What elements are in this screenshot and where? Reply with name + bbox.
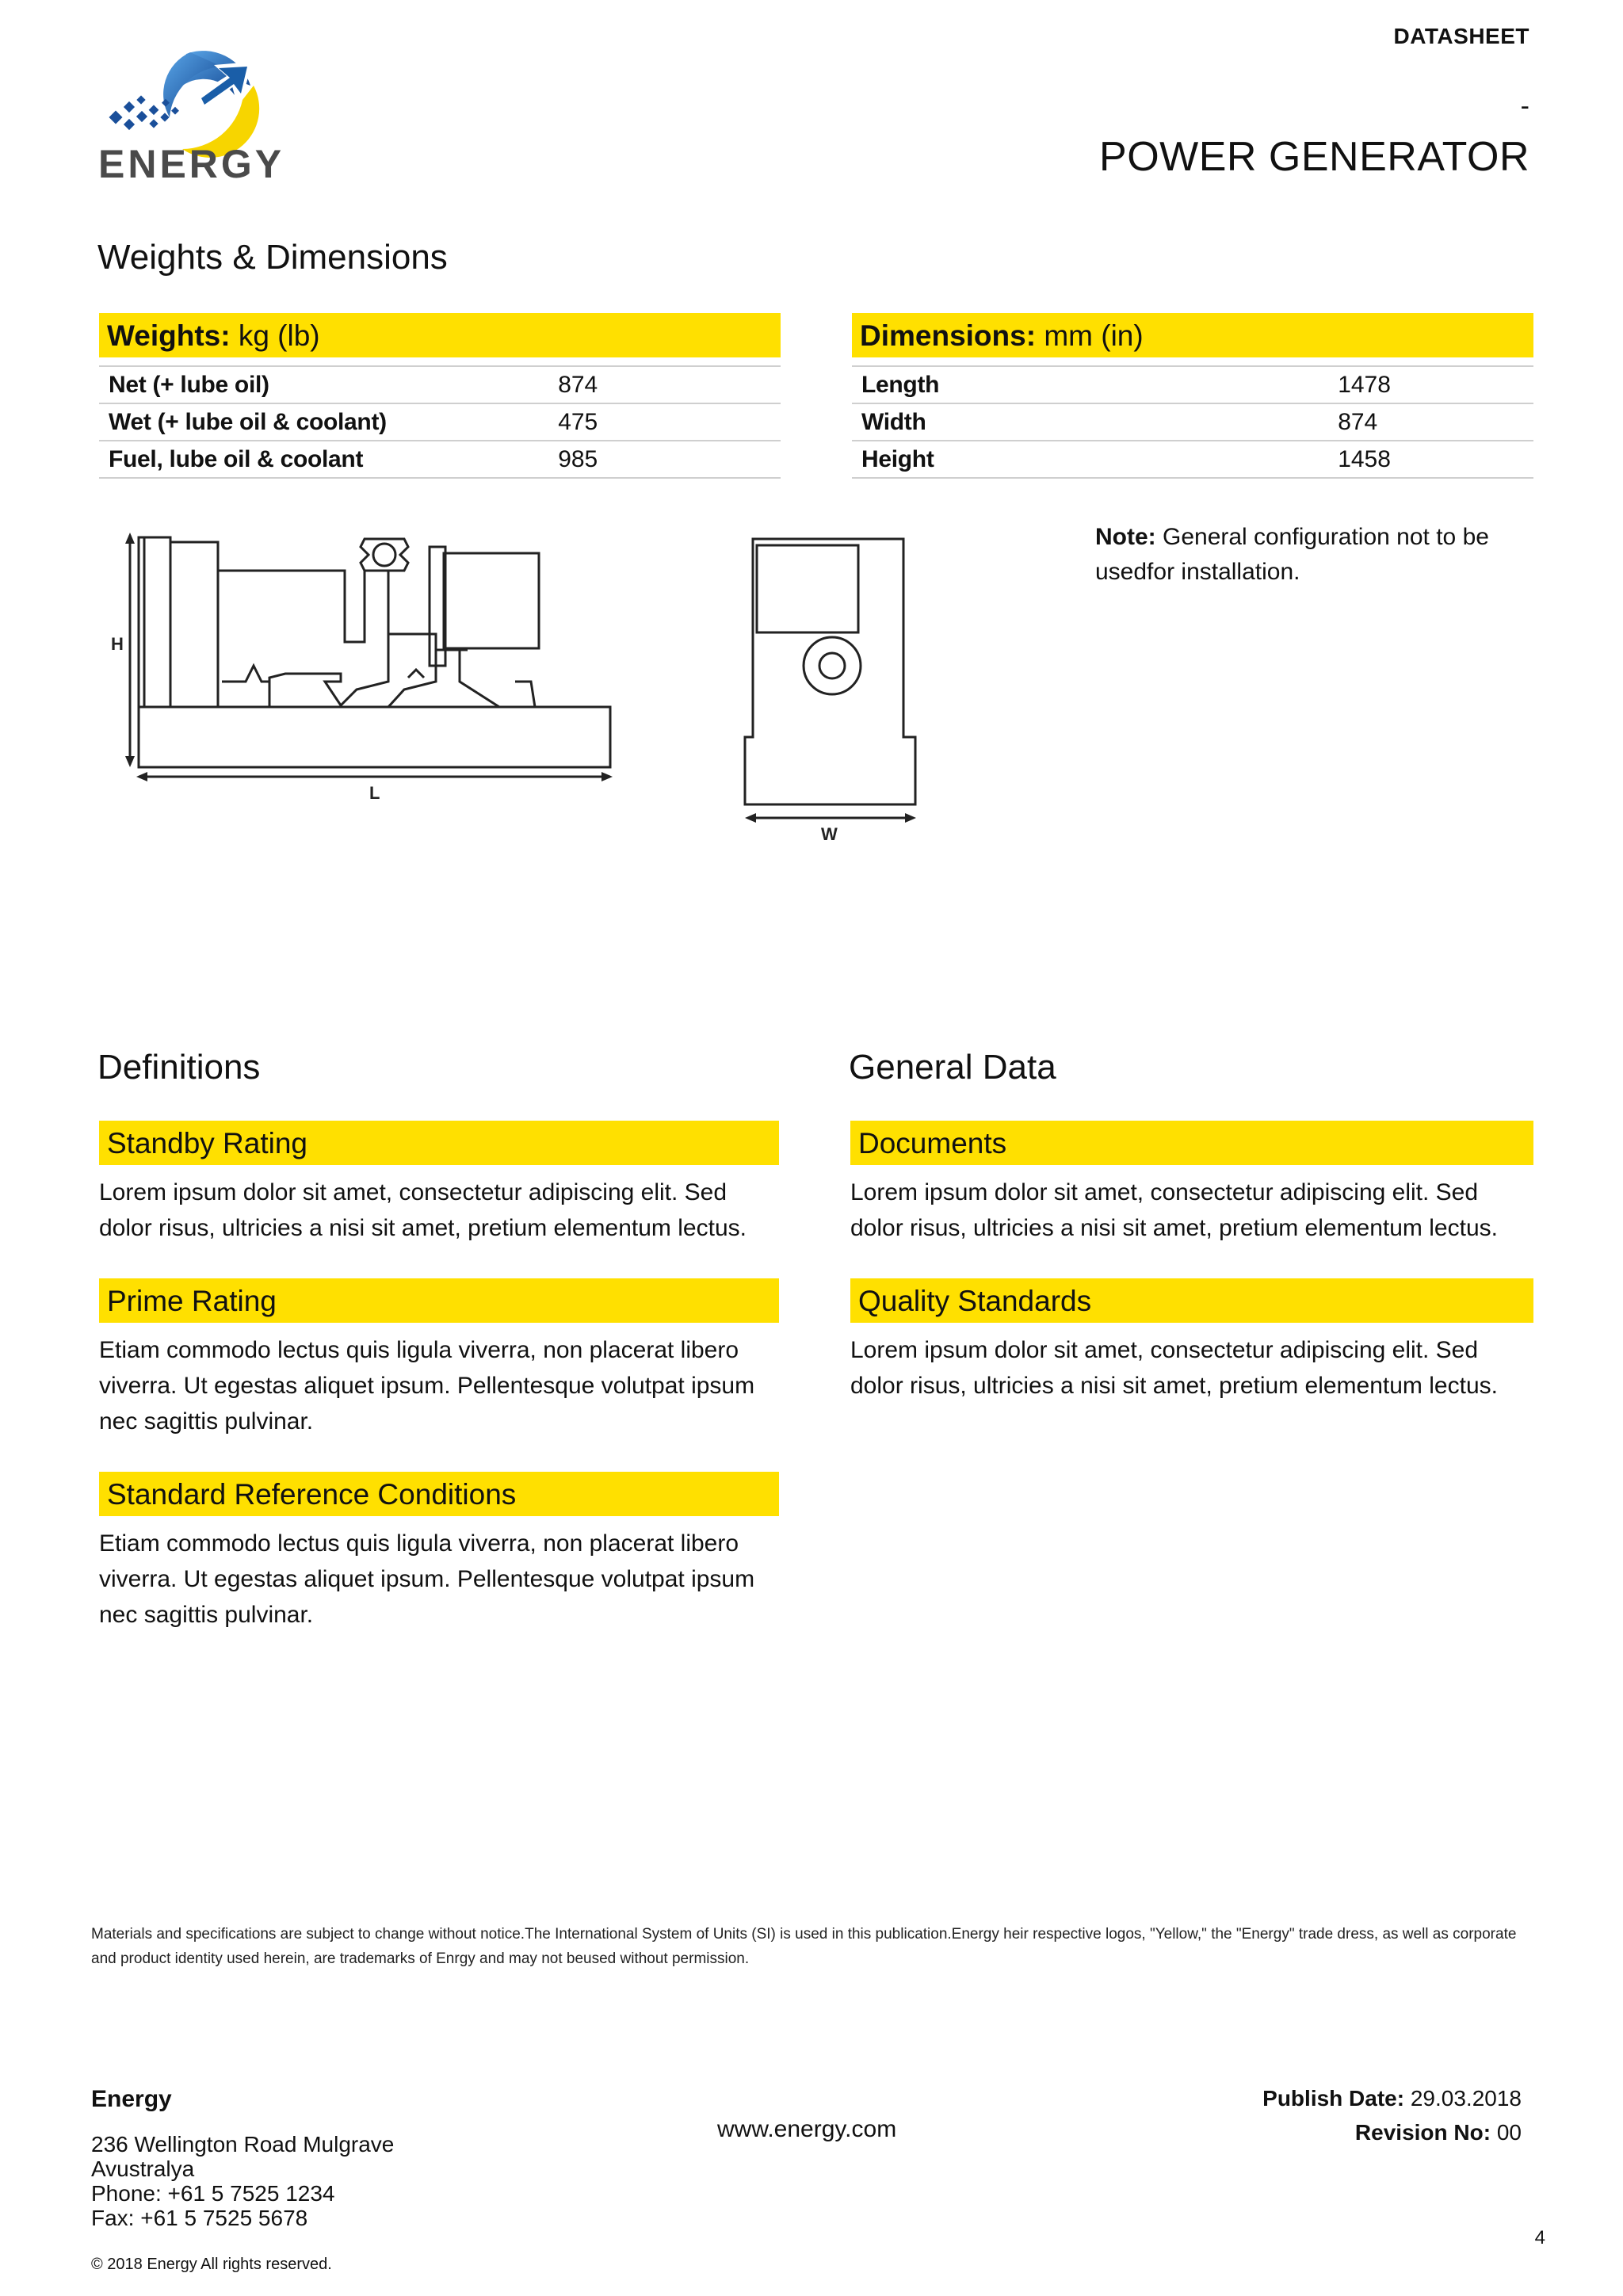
weights-row-value: 475 [521,403,781,441]
footer-revision-number [1189,2120,1522,2145]
table-row [99,366,781,403]
general-data-title: Documents [850,1121,1533,1165]
revision-value: 00 [1491,2120,1522,2145]
drawing-label-h: H [111,634,124,654]
drawing-label-w: W [821,824,838,840]
table-row [852,403,1533,441]
note-label: Note: [1095,524,1156,550]
footer-address [91,2132,394,2230]
dimensions-row-label: Height [852,441,1274,478]
dimensions-title: Dimensions: [860,319,1037,352]
definition-title: Standby Rating [99,1121,779,1165]
drawing-label-l: L [369,783,380,803]
dimensions-unit: mm (in) [1036,319,1144,352]
weights-title: Weights: [107,319,231,352]
publish-date-value: 29.03.2018 [1404,2086,1522,2111]
note-text: General configuration not to be usedfor installation. [1095,524,1489,585]
section-heading-definitions: Definitions [97,1048,261,1087]
generator-side-view-drawing [103,523,626,808]
general-data-text: Lorem ipsum dolor sit amet, consectetur adipiscing elit. Sed dolor risus, ultricies a nisi sit amet, pretium elementum lectus. [850,1337,1498,1399]
datasheet-label: DATASHEET [1393,24,1529,48]
disclaimer-text: Materials and specifications are subject to change without notice.The International System of Units (SI) is used in this publication.Energy heir respective logos, "Yellow," the "Energy" trade dress, as well as corporate and product identity used herein, are trademarks of Enrgy and may not beused without permission. [91,1926,1517,1967]
copyright-text: © 2018 Energy All rights reserved. [91,2256,332,2273]
definition-text: Lorem ipsum dolor sit amet, consectetur adipiscing elit. Sed dolor risus, ultricies a nisi sit amet, pretium elementum lectus. [99,1179,747,1241]
revision-label: Revision No: [1354,2120,1491,2145]
general-data-quality-standards [850,1278,1533,1404]
table-row [852,366,1533,403]
weights-unit: kg (lb) [230,319,320,352]
dimensions-row-value: 1458 [1274,441,1533,478]
dimensions-rows [852,365,1533,479]
weights-row-label: Net (+ lube oil) [99,366,521,403]
definition-text: Etiam commodo lectus quis ligula viverra, non placerat libero viverra. Ut egestas aliquet ipsum. Pellentesque volutpat ipsum nec sagittis pulvinar. [99,1530,755,1628]
header-dash: - [1520,91,1529,121]
general-data-text: Lorem ipsum dolor sit amet, consectetur adipiscing elit. Sed dolor risus, ultricies a nisi sit amet, pretium elementum lectus. [850,1179,1498,1241]
table-row [99,403,781,441]
footer-company-name: Energy [91,2086,172,2112]
dimensions-row-label: Length [852,366,1274,403]
dimensions-table-header [852,313,1533,357]
footer-website-link[interactable]: www.energy.com [717,2116,897,2142]
weights-row-label: Fuel, lube oil & coolant [99,441,521,478]
table-row [99,441,781,478]
section-heading-general-data: General Data [849,1048,1056,1087]
definition-text: Etiam commodo lectus quis ligula viverra, non placerat libero viverra. Ut egestas aliquet ipsum. Pellentesque volutpat ipsum nec sagittis pulvinar. [99,1337,755,1435]
page-title: POWER GENERATOR [1099,134,1529,180]
footer-phone: Phone: +61 5 7525 1234 [91,2181,335,2206]
definition-prime-rating [99,1278,779,1439]
dimensions-row-label: Width [852,403,1274,441]
weights-table [99,313,781,479]
footer-address-line: 236 Wellington Road Mulgrave [91,2132,395,2157]
dimensions-table [852,313,1533,479]
definition-standby-rating [99,1121,779,1246]
table-row [852,441,1533,478]
definition-title: Standard Reference Conditions [99,1472,779,1516]
weights-rows [99,365,781,479]
weights-table-header [99,313,781,357]
installation-note [1095,520,1539,590]
weights-row-value: 985 [521,441,781,478]
page-number: 4 [1534,2227,1545,2248]
weights-row-label: Wet (+ lube oil & coolant) [99,403,521,441]
logo-wordmark: ENERGY [98,142,285,186]
dimensions-row-value: 874 [1274,403,1533,441]
publish-date-label: Publish Date: [1262,2086,1405,2111]
section-heading-weights-dimensions: Weights & Dimensions [97,238,448,277]
generator-front-view-drawing [737,523,927,840]
footer-address-line: Avustralya [91,2157,195,2181]
footer-fax: Fax: +61 5 7525 5678 [91,2206,308,2230]
footer-publish-date [1189,2086,1522,2111]
definition-title: Prime Rating [99,1278,779,1323]
weights-row-value: 874 [521,366,781,403]
general-data-documents [850,1121,1533,1246]
general-data-title: Quality Standards [850,1278,1533,1323]
dimensions-row-value: 1478 [1274,366,1533,403]
definition-standard-reference-conditions [99,1472,779,1633]
